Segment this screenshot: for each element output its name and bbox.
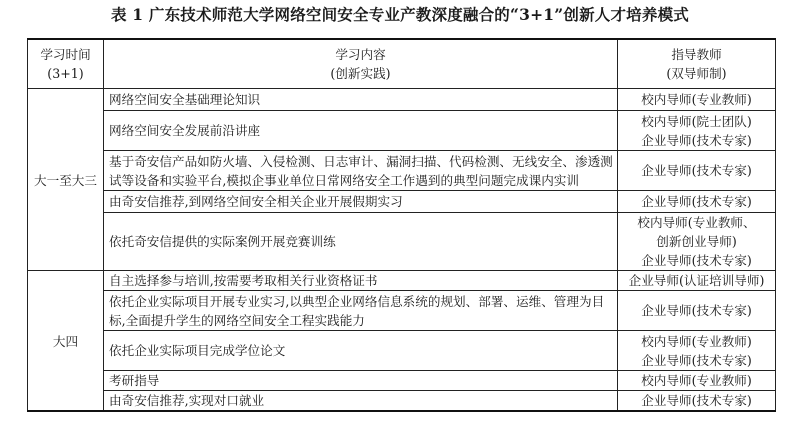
teacher-cell [618,111,776,151]
header-content-note: (创新实践) [330,66,391,81]
teacher-cell [618,151,776,191]
header-period [28,39,104,89]
header-row [28,39,776,89]
content-cell: 依托企业实际项目开展专业实习,以典型企业网络信息系统的规划、部署、运维、管理为目标,全面提升学生的网络空间安全工程实践能力 [104,291,618,331]
table-row [28,151,776,191]
teacher-cell [618,391,776,412]
teacher-line: 校内导师(专业教师) [641,373,752,388]
teacher-line: 企业导师(技术专家) [641,253,752,268]
teacher-line: 校内导师(专业教师) [641,333,752,349]
teacher-line: 企业导师(技术专家) [641,194,752,209]
table-row [28,371,776,391]
teacher-line: 校内导师(院士团队) [641,113,752,129]
table-caption: 表 1 广东技术师范大学网络空间安全专业产教深度融合的“3+1”创新人才培养模式 [111,5,689,24]
teacher-line: 企业导师(认证培训导师) [628,273,765,288]
table-row [28,391,776,412]
content-cell: 由奇安信推荐,到网络空间安全相关企业开展假期实习 [104,191,618,213]
table-row [28,89,776,111]
teacher-line: 创新创业导师) [656,234,737,249]
training-mode-table [27,38,776,412]
teacher-line: 企业导师(技术专家) [641,163,752,178]
content-cell: 网络空间安全基础理论知识 [104,89,618,111]
header-teacher-note: (双导师制) [666,66,727,81]
teacher-cell [618,291,776,331]
teacher-line: 校内导师(专业教师) [641,92,752,107]
teacher-cell [618,191,776,213]
content-cell: 由奇安信推荐,实现对口就业 [104,391,618,412]
content-cell: 基于奇安信产品如防火墙、入侵检测、日志审计、漏洞扫描、代码检测、无线安全、渗透测试等设备和实验平台,模拟企事业单位日常网络安全工作遇到的典型问题完成课内实训 [104,151,618,191]
header-teacher-title: 指导教师 [671,47,722,62]
teacher-line: 校内导师(专业教师、 [637,215,756,230]
table-row [28,111,776,151]
header-content-title: 学习内容 [335,47,386,62]
teacher-line: 企业导师(技术专家) [641,132,752,148]
content-cell: 考研指导 [104,371,618,391]
teacher-line: 企业导师(技术专家) [641,303,752,318]
header-period-note: (3+1) [47,66,84,81]
teacher-cell [618,213,776,271]
content-cell: 依托奇安信提供的实际案例开展竞赛训练 [104,213,618,271]
header-content [104,39,618,89]
teacher-cell [618,371,776,391]
period-cell: 大一至大三 [28,89,104,271]
teacher-cell [618,89,776,111]
table-row [28,291,776,331]
period-cell: 大四 [28,271,104,412]
table-row [28,331,776,371]
teacher-cell [618,331,776,371]
table-row [28,213,776,271]
teacher-line: 企业导师(技术专家) [641,393,752,408]
teacher-line: 企业导师(技术专家) [641,352,752,368]
content-cell: 自主选择参与培训,按需要考取相关行业资格证书 [104,271,618,291]
table-row [28,191,776,213]
header-teacher [618,39,776,89]
teacher-cell [618,271,776,291]
header-period-title: 学习时间 [40,47,91,62]
table-row [28,271,776,291]
content-cell: 依托企业实际项目完成学位论文 [104,331,618,371]
content-cell: 网络空间安全发展前沿讲座 [104,111,618,151]
